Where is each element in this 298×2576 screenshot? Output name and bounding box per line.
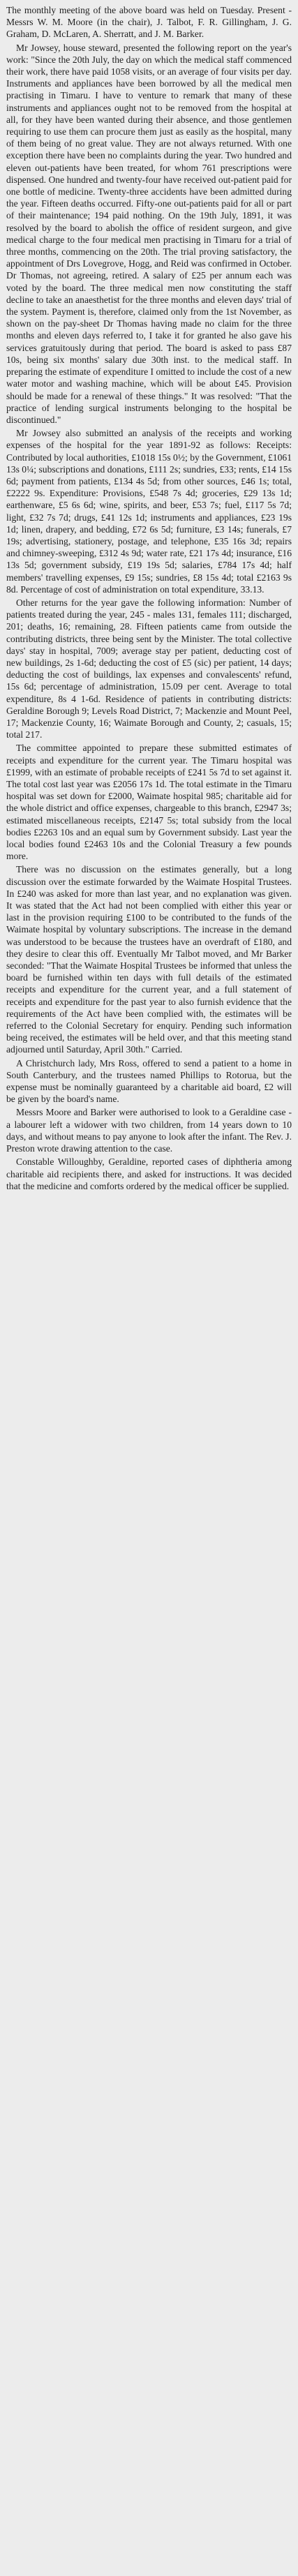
paragraph-meeting-attendance: The monthly meeting of the above board was held on Tuesday. Present - Messrs W. M. Moore (in the chair), J. Talbot, F. R. Gillingham, J. G. Graham, D. McLaren, A. Sherratt, and J. M. Barker. <box>6 5 292 40</box>
paragraph-receipts-expenses: Mr Jowsey also submitted an analysis of the receipts and working expenses of the hospital for the year 1891-92 as follows: Receipts: Contributed by local authorities, £1018 15s 0½; by the Government, £1061 13s 0¼; subscriptions and donations, £111 2s; sundries, £33; rents, £14 15s 6d; payment from patients, £134 4s 5d; from other sources, £46 1s; total, £2222 9s. Expenditure: Provisions, £548 7s 4d; groceries, £29 13s 1d; earthenware, £5 6s 6d; wine, spirits, and beer, £53 7s; fuel, £117 5s 7d; light, £32 7s 7d; drugs, £41 12s 1d; instruments and appliances, £23 19s 1d; linen, drapery, and bedding, £72 6s 5d; furniture, £3 14s; funerals, £7 19s; advertising, stationery, postage, and telephone, £35 16s 3d; repairs and chimney-sweeping, £312 4s 9d; water rate, £21 17s 4d; insurance, £16 13s 5d; government subsidy, £19 19s 5d; salaries, £784 17s 4d; half members' travelling expenses, £9 15s; sundries, £8 15s 4d; total £2163 9s 8d. Percentage of cost of administration on total expenditure, 33.13. <box>6 428 292 595</box>
paragraph-estimates: The committee appointed to prepare these submitted estimates of receipts and expenditure for the current year. The Timaru hospital was £1999, with an estimate of probable receipts of £241 5s 7d to set against it. The total cost last year was £2056 17s 1d. The total estimate in the Timaru hospital was set down for £2000, Waimate hospital 985; charitable aid for the whole district and office expenses, chargeable to this branch, £2947 3s; estimated miscellaneous receipts, £2147 5s; total subsidy from the local bodies £2263 10s and an equal sum by Government subsidy. Last year the local bodies found £2463 10s and the Colonial Treasury a few pounds more. <box>6 743 292 862</box>
paragraph-waimate-discussion: There was no discussion on the estimates generally, but a long discussion over the estimate forwarded by the Waimate Hospital Trustees. In £240 was asked for more than last year, and no explanation was given. It was stated that the Act had not been complied with either this year or last in the provision requiring £100 to be contributed to the funds of the Waimate hospital by voluntary subscriptions. The increase in the demand was understood to be because the trustees have an overdraft of £180, and they desire to clear this off. Eventually Mr Talbot moved, and Mr Barker seconded: "That the Waimate Hospital Trustees be informed that unless the board be furnished within ten days with full details of the estimated receipts and expenditure for the current year, and a full statement of receipts and expenditure for the past year to also furnish evidence that the requirements of the Act have been complied with, the estimates will be referred to the Colonial Secretary for enquiry. Pending such information being received, the estimates will be held over, and that this meeting stand adjourned until Saturday, April 30th." Carried. <box>6 864 292 1055</box>
paragraph-diphtheria-report: Constable Willoughby, Geraldine, reported cases of diphtheria among charitable aid recipients there, and asked for instructions. It was decided that the medicine and comforts ordered by the medical officer be supplied. <box>6 1156 292 1191</box>
paragraph-geraldine-case: Messrs Moore and Barker were authorised to look to a Geraldine case - a labourer left a widower with two children, from 14 years down to 10 days, and without means to pay anyone to look after the infant. The Rev. J. Preston wrote drawing attention to the case. <box>6 1107 292 1154</box>
paragraph-christchurch-lady: A Christchurch lady, Mrs Ross, offered to send a patient to a home in South Canterbury, and the trustees named Phillips to Rotorua, but the expense must be nominally guaranteed by a charitable aid board, £2 will be given by the board's name. <box>6 1057 292 1105</box>
paragraph-house-steward-report: Mr Jowsey, house steward, presented the following report on the year's work: "Since the 20th July, the day on which the medical staff commenced their work, there have paid 1058 visits, or an average of four visits per day. Instruments and appliances have been borrowed by all the medical men practising in Timaru. I have to venture to remark that many of these instruments and appliances ought not to be removed from the hospital at all, for they have been wanted during their absence, and those gentlemen requiring to use them can procure them just as easily as the hospital, many of them being of no great value. They are not always returned. With one exception there have been no complaints during the year. Two hundred and eleven out-patients have been treated, for whom 761 prescriptions were dispensed. One hundred and twenty-four have received out-patient paid for one bottle of medicine. Twenty-three accidents have been admitted during the year. Fifteen deaths occurred. Fifty-one out-patients paid for all or part of their maintenance; 194 paid nothing. On the 19th July, 1891, it was resolved by the board to abolish the office of resident surgeon, and give medical charge to the four medical men practising in Timaru for a trial of three months, commencing on the 20th. The trial proving satisfactory, the appointment of Drs Lovegrove, Hogg, and Reid was confirmed in October. Dr Thomas, not agreeing, retired. A salary of £25 per annum each was voted by the board. The three medical men now constituting the staff decline to take an anaesthetist for the three months and eleven days' trial of the system. Payment is, therefore, claimed only from the 1st November, as shown on the pay-sheet Dr Thomas having made no claim for the three months and eleven days referred to, I take it for granted he also gave his services gratuitously during that period. The board is asked to pass £87 10s, being six months' salary due 30th inst. to the medical staff. In preparing the estimate of expenditure I omitted to include the cost of a new water motor and washing machine, which will be about £45. Provision should be made for a renewal of these things." It was resolved: "That the practice of lending surgical instruments belonging to the hospital be discontinued." <box>6 42 292 425</box>
paragraph-other-returns: Other returns for the year gave the following information: Number of patients treated during the year, 245 - males 131, females 111; discharged, 201; deaths, 16; remaining, 28. Fifteen patients came from outside the contributing districts, three being sent by the Minister. The total collective days' stay in hospital, 7009; average stay per patient, deducting cost of new buildings, 2s 1-6d; deducting the cost of £5 (sic) per patient, 14 days; deducting the cost of buildings, lax expenses and convalescents' refund, 15s 6d; percentage of administration, 15.09 per cent. Average to total expenditure, 8s 4 1-6d. Residence of patients in contributing districts: Geraldine Borough 9; Levels Road District, 7; Mackenzie and Mount Peel, 17; Mackenzie County, 16; Waimate Borough and County, 2; casuals, 15; total 217. <box>6 597 292 740</box>
